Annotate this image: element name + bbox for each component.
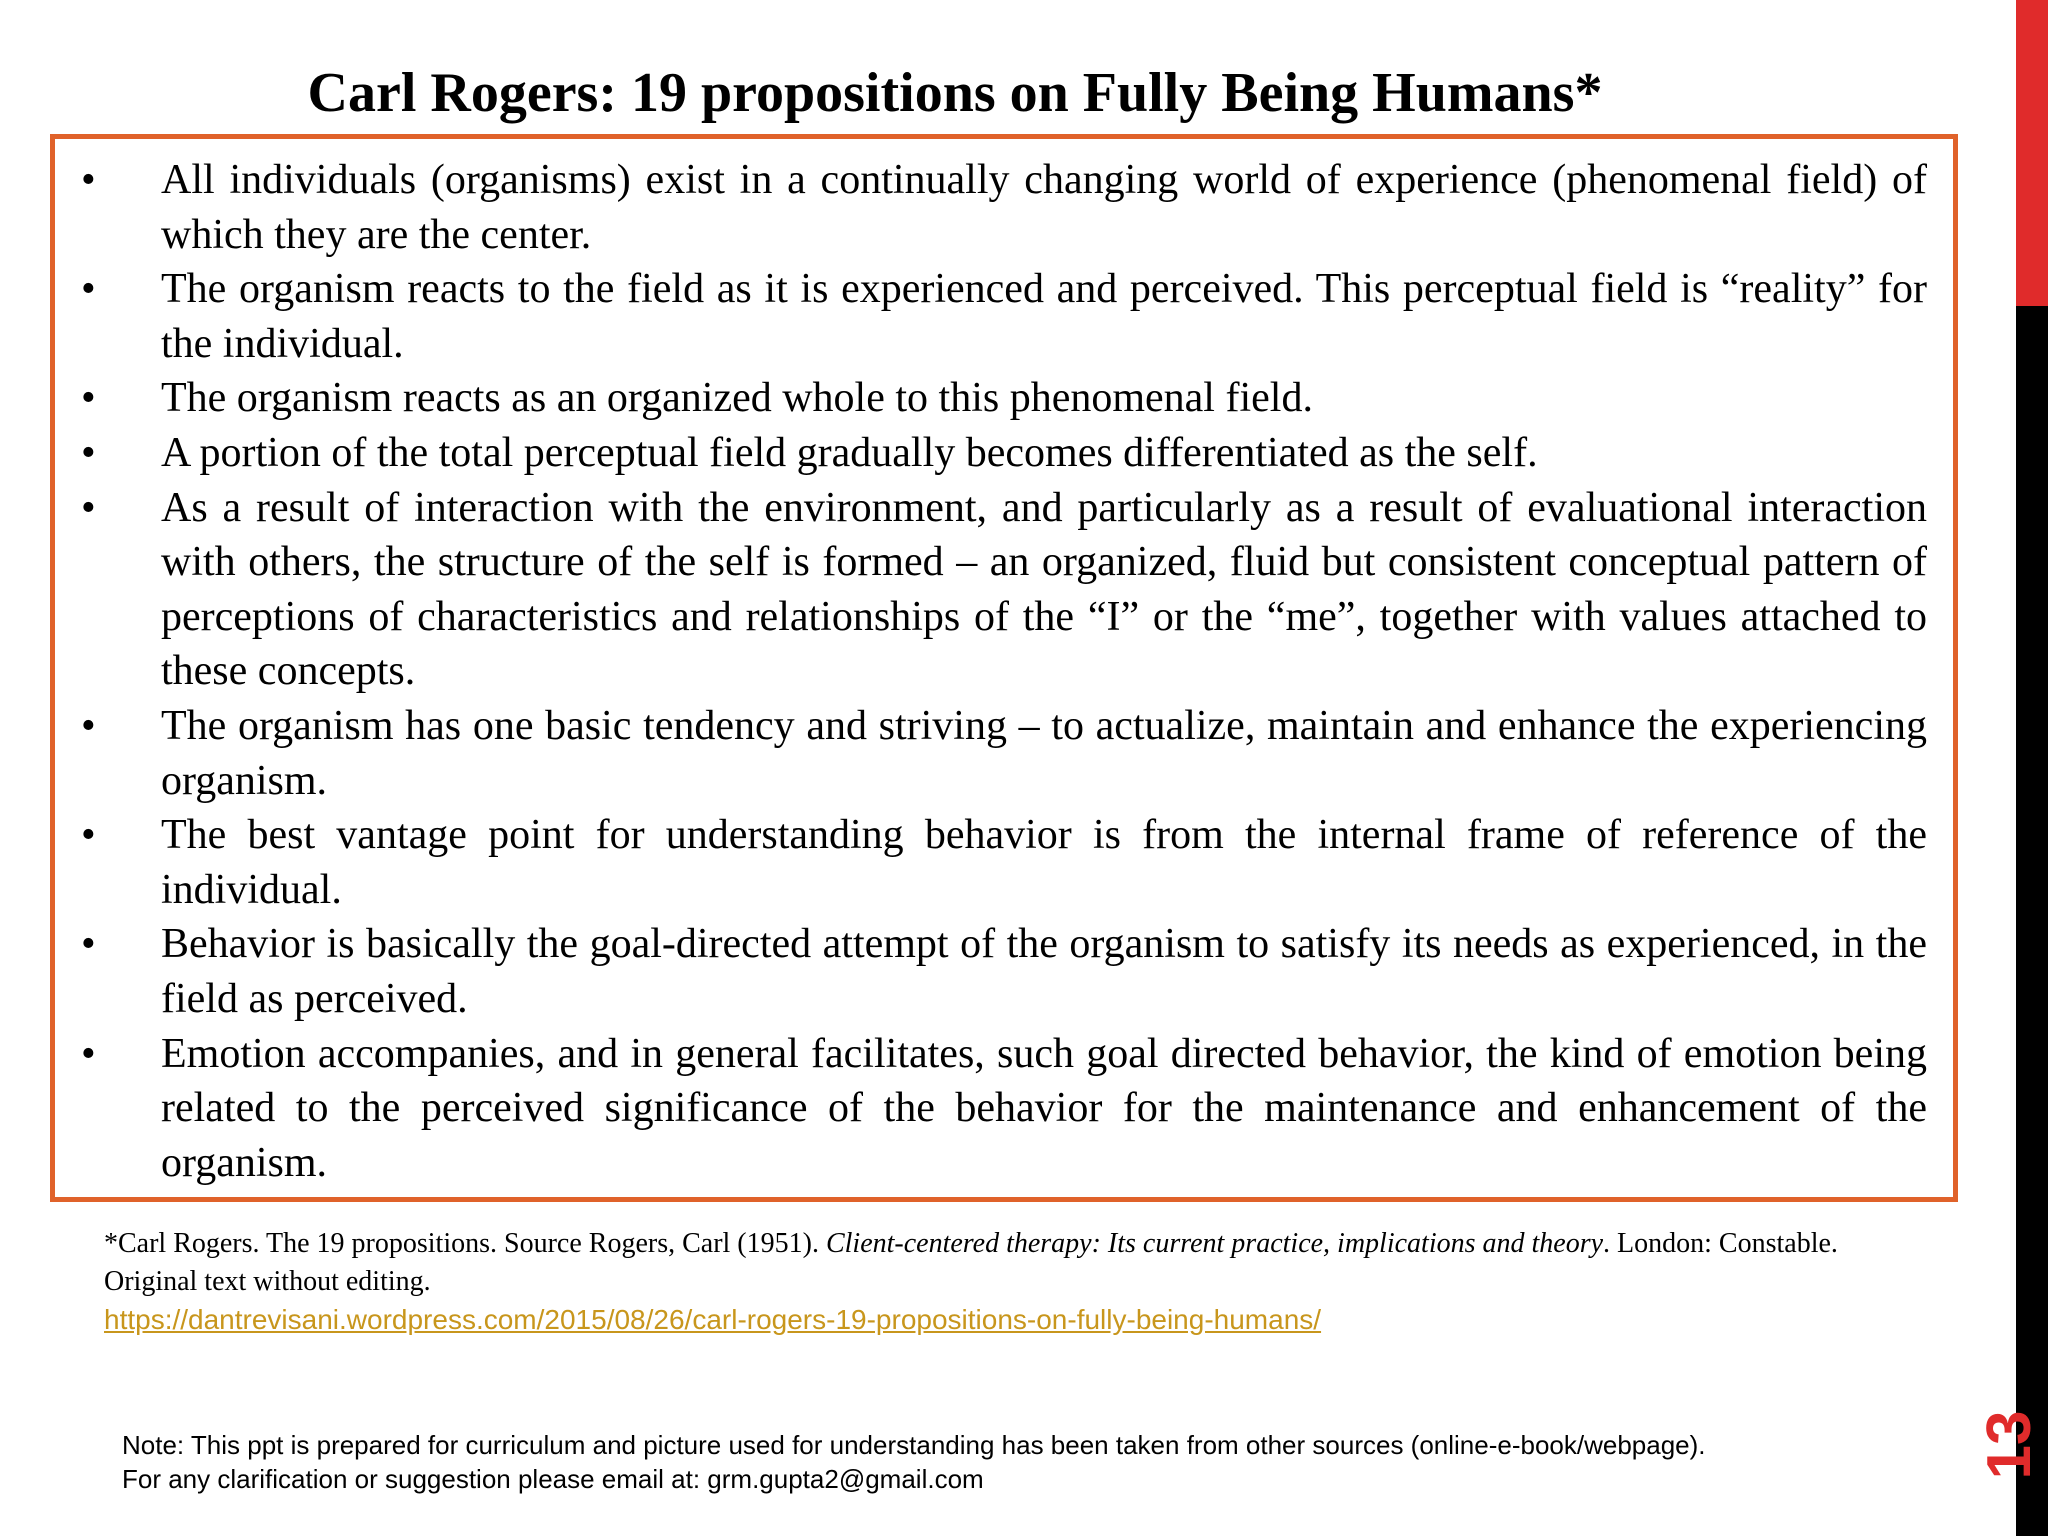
proposition-item: [75, 917, 1927, 1026]
proposition-text: Emotion accompanies, and in general facilitates, such goal directed behavior, the kind of emotion being related to the perceived significance of the behavior for the maintenance and enhancement of the organism.: [161, 1030, 1927, 1186]
proposition-item: [75, 426, 1927, 481]
slide-title: Carl Rogers: 19 propositions on Fully Being Humans*: [307, 62, 1603, 124]
footnote-book-title: Client-centered therapy: Its current practice, implications and theory: [825, 1228, 1604, 1259]
footnote-prefix: *Carl Rogers. The 19 propositions. Source Rogers, Carl (1951).: [104, 1228, 826, 1259]
proposition-text: Behavior is basically the goal-directed attempt of the organism to satisfy its needs as experienced, in the field as perceived.: [161, 921, 1927, 1022]
page-number: 13: [1975, 1410, 2044, 1480]
proposition-item: [75, 371, 1927, 426]
note: [122, 1428, 1922, 1496]
proposition-text: As a result of interaction with the environment, and particularly as a result of evaluational interaction with others, the structure of the self is formed – an organized, fluid but consistent conceptual pattern of perceptions of characteristics and relationships of the “I” or the “me”, together with values attached to these concepts.: [161, 484, 1927, 695]
footnote-suffix: . London: Constable. Original text without editing.: [104, 1228, 1838, 1297]
propositions-box: [50, 134, 1958, 1202]
proposition-item: [75, 808, 1927, 917]
proposition-item: [75, 481, 1927, 699]
proposition-text: The best vantage point for understanding behavior is from the internal frame of reference of the individual.: [161, 812, 1927, 913]
proposition-item: [75, 699, 1927, 808]
source-link[interactable]: https://dantrevisani.wordpress.com/2015/08/26/carl-rogers-19-propositions-on-fully-being-humans/: [104, 1304, 1322, 1335]
proposition-item: [75, 262, 1927, 371]
note-line-1: Note: This ppt is prepared for curriculum and picture used for understanding has been taken from other sources (online-e-book/webpage).: [122, 1430, 1706, 1460]
proposition-text: A portion of the total perceptual field gradually becomes differentiated as the self.: [161, 429, 1538, 476]
source-footnote: [104, 1225, 1934, 1340]
bullet-icon: •: [81, 702, 96, 749]
propositions-list: [55, 139, 1953, 1190]
proposition-text: The organism reacts as an organized whole to this phenomenal field.: [161, 375, 1313, 422]
proposition-text: The organism reacts to the field as it is experienced and perceived. This perceptual field is “reality” for the individual.: [161, 266, 1927, 367]
bullet-icon: •: [81, 266, 96, 313]
bullet-icon: •: [81, 157, 96, 203]
bullet-icon: •: [81, 921, 96, 968]
proposition-text: The organism has one basic tendency and striving – to actualize, maintain and enhance the experiencing organism.: [161, 702, 1927, 804]
bullet-icon: •: [81, 375, 96, 422]
bullet-icon: •: [81, 484, 96, 531]
side-accent-bar-red: [2016, 0, 2048, 306]
note-line-2: For any clarification or suggestion please email at: grm.gupta2@gmail.com: [122, 1464, 984, 1494]
bullet-icon: •: [81, 429, 96, 476]
bullet-icon: •: [81, 812, 96, 859]
proposition-item: [75, 1027, 1927, 1191]
bullet-icon: •: [81, 1030, 96, 1077]
proposition-text: All individuals (organisms) exist in a continually changing world of experience (phenomenal field) of which they are the center.: [161, 157, 1927, 258]
proposition-item: [75, 153, 1927, 262]
